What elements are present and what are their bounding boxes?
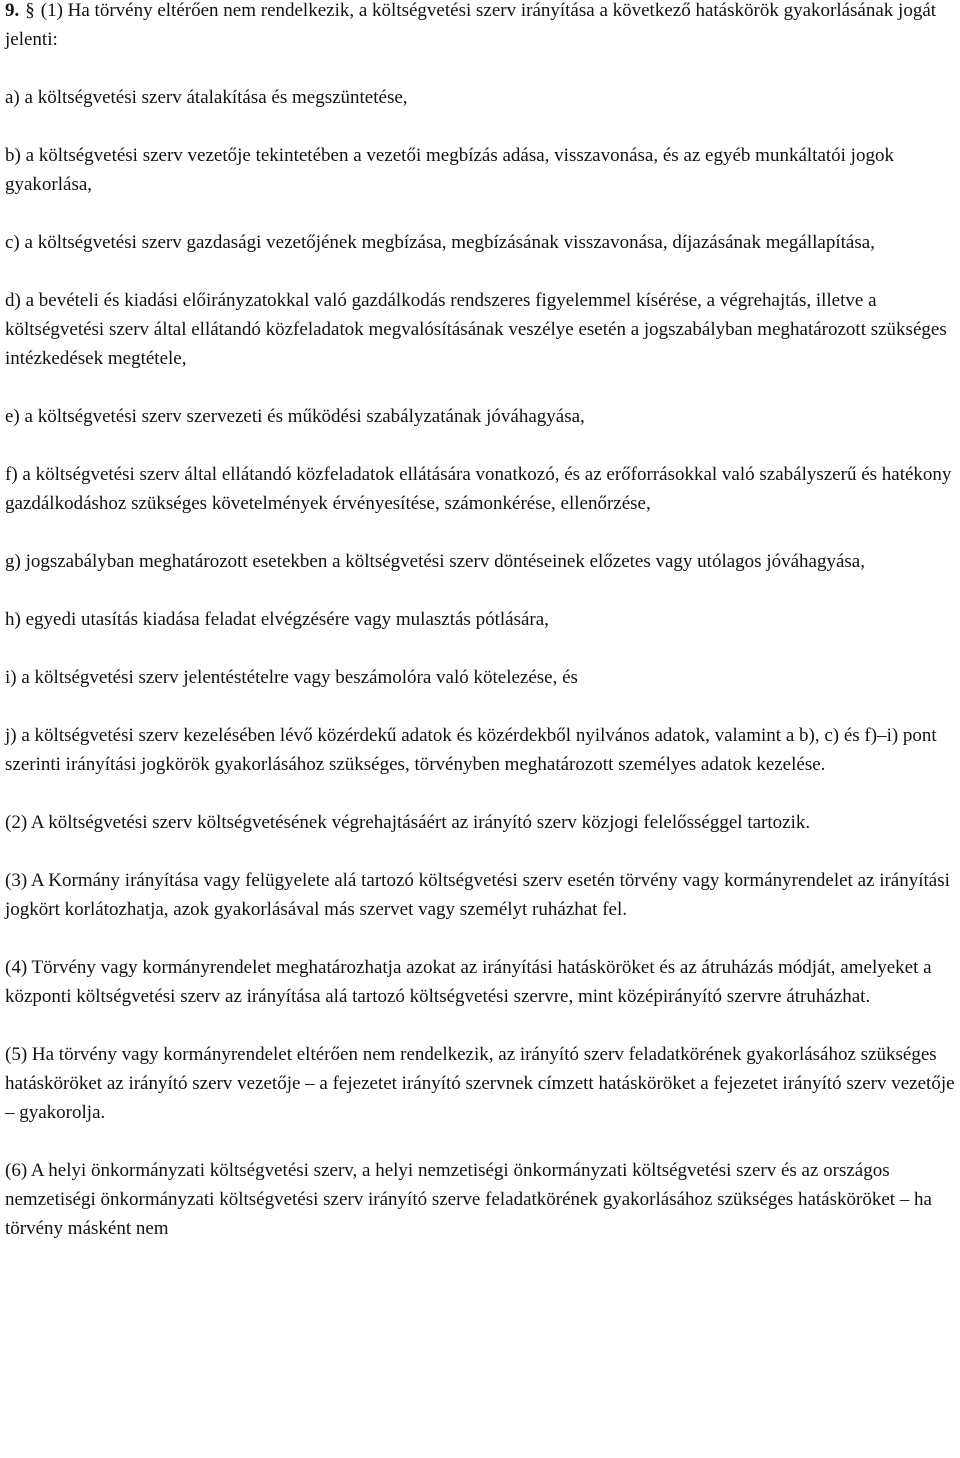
list-item: d) a bevételi és kiadási előirányzatokkal való gazdálkodás rendszeres figyelemmel kísérése, a végrehajtás, illetve a költségvetési szerv által ellátandó közfeladatok megvalósításának veszélye esetén a jogszabályban meghatározott szükséges intézkedések megtétele, xyxy=(5,290,947,369)
list-item: j) a költségvetési szerv kezelésében lévő közérdekű adatok és közérdekből nyilvános adatok, valamint a b), c) és f)–i) pont szerinti irányítási jogkörök gyakorlásához szükséges, törvényben meghatározott személyes adatok kezelése. xyxy=(5,725,937,775)
list-item: g) jogszabályban meghatározott esetekben a költségvetési szerv döntéseinek előzetes vagy utólagos jóváhagyása, xyxy=(5,551,865,572)
list-item: a) a költségvetési szerv átalakítása és megszüntetése, xyxy=(5,87,408,108)
section-intro-text: (1) Ha törvény eltérően nem rendelkezik, a költségvetési szerv irányítása a következő hatáskörök gyakorlásának jogát jelenti: xyxy=(5,0,937,50)
section-number: 9. xyxy=(5,0,20,21)
paragraph: (3) A Kormány irányítása vagy felügyelete alá tartozó költségvetési szerv esetén törvény vagy kormányrendelet az irányítási jogkört korlátozhatja, azok gyakorlásával más szervet vagy személyt ruházhat fel. xyxy=(5,870,950,920)
list-item: b) a költségvetési szerv vezetője tekintetében a vezetői megbízás adása, visszavonása, és az egyéb munkáltatói jogok gyakorlása, xyxy=(5,145,894,195)
list-item: f) a költségvetési szerv által ellátandó közfeladatok ellátására vonatkozó, és az erőforrásokkal való szabályszerű és hatékony gazdálkodáshoz szükséges követelmények érvényesítése, számonkérése, ellenőrzése, xyxy=(5,464,952,514)
list-item: e) a költségvetési szerv szervezeti és működési szabályzatának jóváhagyása, xyxy=(5,406,585,427)
list-item: i) a költségvetési szerv jelentéstételre vagy beszámolóra való kötelezése, és xyxy=(5,667,578,688)
section-mark: § xyxy=(25,0,35,21)
list-item: h) egyedi utasítás kiadása feladat elvégzésére vagy mulasztás pótlására, xyxy=(5,609,549,630)
section-intro xyxy=(5,0,955,54)
paragraph: (6) A helyi önkormányzati költségvetési szerv, a helyi nemzetiségi önkormányzati költségvetési szerv és az országos nemzetiségi önkormányzati költségvetési szerv irányító szerve feladatkörének gyakorlásához szükséges hatásköröket – ha törvény másként nem xyxy=(5,1160,932,1239)
paragraph: (4) Törvény vagy kormányrendelet meghatározhatja azokat az irányítási hatásköröket és az átruházás módját, amelyeket a központi költségvetési szerv az irányítása alá tartozó költségvetési szervre, mint középirányító szervre átruházhat. xyxy=(5,957,932,1007)
paragraph: (5) Ha törvény vagy kormányrendelet eltérően nem rendelkezik, az irányító szerv feladatkörének gyakorlásához szükséges hatásköröket az irányító szerv vezetője – a fejezetet irányító szervnek címzett hatásköröket a fejezetet irányító szerv vezetője – gyakorolja. xyxy=(5,1044,955,1123)
paragraph: (2) A költségvetési szerv költségvetésének végrehajtásáért az irányító szerv közjogi felelősséggel tartozik. xyxy=(5,812,811,833)
document-page xyxy=(5,0,955,1272)
list-item: c) a költségvetési szerv gazdasági vezetőjének megbízása, megbízásának visszavonása, díjazásának megállapítása, xyxy=(5,232,875,253)
